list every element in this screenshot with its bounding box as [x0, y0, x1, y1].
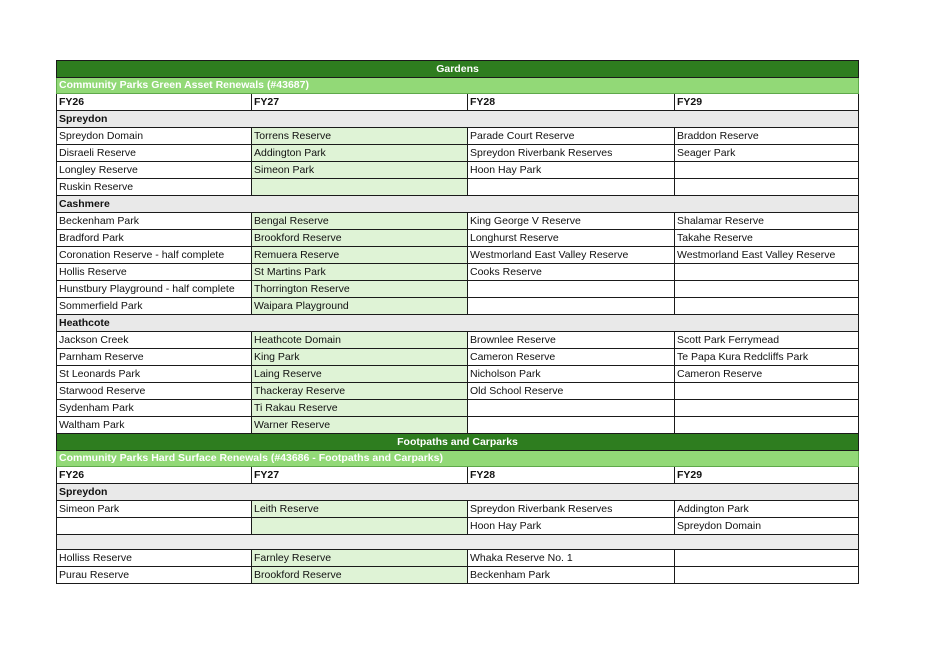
footpaths-band-row: [57, 434, 859, 451]
reserve-cell-fy26: Disraeli Reserve: [57, 145, 252, 162]
reserve-cell-fy28: Spreydon Riverbank Reserves: [468, 501, 675, 518]
area-name: Spreydon: [57, 111, 859, 128]
table-row: [57, 128, 859, 145]
table-row: [57, 332, 859, 349]
gardens-years-row: [57, 94, 859, 111]
reserve-cell-fy28: [468, 400, 675, 417]
reserve-cell-fy26: Purau Reserve: [57, 567, 252, 584]
table-row: [57, 162, 859, 179]
reserve-cell-fy29: Seager Park: [675, 145, 859, 162]
reserve-cell-fy29: Cameron Reserve: [675, 366, 859, 383]
reserve-cell-fy29: Spreydon Domain: [675, 518, 859, 535]
reserve-cell-fy29: [675, 179, 859, 196]
reserve-cell-fy28: [468, 179, 675, 196]
reserve-cell-fy27: Warner Reserve: [252, 417, 468, 434]
table-row: [57, 213, 859, 230]
table-row: [57, 383, 859, 400]
renewals-sheet: [56, 60, 859, 584]
reserve-cell-fy26: Holliss Reserve: [57, 550, 252, 567]
reserve-cell-fy27: Ti Rakau Reserve: [252, 400, 468, 417]
table-row: [57, 366, 859, 383]
reserve-cell-fy28: Brownlee Reserve: [468, 332, 675, 349]
table-row: [57, 298, 859, 315]
area-header-row: [57, 315, 859, 332]
reserve-cell-fy26: [57, 518, 252, 535]
reserve-cell-fy28: Spreydon Riverbank Reserves: [468, 145, 675, 162]
reserve-cell-fy26: Sommerfield Park: [57, 298, 252, 315]
spacer-cell: [57, 535, 859, 550]
reserve-cell-fy28: King George V Reserve: [468, 213, 675, 230]
table-row: [57, 281, 859, 298]
reserve-cell-fy27: Heathcote Domain: [252, 332, 468, 349]
reserve-cell-fy27: Remuera Reserve: [252, 247, 468, 264]
reserve-cell-fy28: Beckenham Park: [468, 567, 675, 584]
reserve-cell-fy26: St Leonards Park: [57, 366, 252, 383]
reserve-cell-fy29: Shalamar Reserve: [675, 213, 859, 230]
reserve-cell-fy28: [468, 417, 675, 434]
reserve-cell-fy29: Braddon Reserve: [675, 128, 859, 145]
reserve-cell-fy28: Whaka Reserve No. 1: [468, 550, 675, 567]
reserve-cell-fy29: Scott Park Ferrymead: [675, 332, 859, 349]
area-name: Spreydon: [57, 484, 859, 501]
reserve-cell-fy26: Beckenham Park: [57, 213, 252, 230]
reserve-cell-fy28: Parade Court Reserve: [468, 128, 675, 145]
year-header-fy26: FY26: [57, 467, 252, 484]
reserve-cell-fy29: Te Papa Kura Redcliffs Park: [675, 349, 859, 366]
reserve-cell-fy29: [675, 567, 859, 584]
reserve-cell-fy26: Parnham Reserve: [57, 349, 252, 366]
year-header-fy27: FY27: [252, 467, 468, 484]
footpaths-project-row: [57, 451, 859, 467]
reserve-cell-fy29: [675, 383, 859, 400]
reserve-cell-fy28: Hoon Hay Park: [468, 162, 675, 179]
table-row: [57, 567, 859, 584]
table-row: [57, 518, 859, 535]
reserve-cell-fy29: [675, 298, 859, 315]
reserve-cell-fy28: Longhurst Reserve: [468, 230, 675, 247]
reserve-cell-fy27: King Park: [252, 349, 468, 366]
reserve-cell-fy26: Hunstbury Playground - half complete: [57, 281, 252, 298]
reserve-cell-fy27: Addington Park: [252, 145, 468, 162]
reserve-cell-fy27: Leith Reserve: [252, 501, 468, 518]
reserve-cell-fy29: Takahe Reserve: [675, 230, 859, 247]
table-row: [57, 417, 859, 434]
table-row: [57, 501, 859, 518]
year-header-fy28: FY28: [468, 467, 675, 484]
project-title: Community Parks Green Asset Renewals (#43687): [57, 78, 859, 94]
reserve-cell-fy26: Longley Reserve: [57, 162, 252, 179]
reserve-cell-fy28: Cooks Reserve: [468, 264, 675, 281]
area-header-row: [57, 111, 859, 128]
area-name: Heathcote: [57, 315, 859, 332]
reserve-cell-fy27: Brookford Reserve: [252, 567, 468, 584]
reserve-cell-fy27: St Martins Park: [252, 264, 468, 281]
reserve-cell-fy27: Brookford Reserve: [252, 230, 468, 247]
table-row: [57, 145, 859, 162]
reserve-cell-fy27: Waipara Playground: [252, 298, 468, 315]
reserve-cell-fy27: [252, 179, 468, 196]
reserve-cell-fy29: [675, 264, 859, 281]
year-header-fy27: FY27: [252, 94, 468, 111]
gardens-band-row: [57, 61, 859, 78]
reserve-cell-fy29: [675, 550, 859, 567]
reserve-cell-fy26: Starwood Reserve: [57, 383, 252, 400]
reserve-cell-fy26: Waltham Park: [57, 417, 252, 434]
table-row: [57, 349, 859, 366]
project-title: Community Parks Hard Surface Renewals (#43686 - Footpaths and Carparks): [57, 451, 859, 467]
reserve-cell-fy26: Hollis Reserve: [57, 264, 252, 281]
reserve-cell-fy26: Bradford Park: [57, 230, 252, 247]
area-header-row: [57, 484, 859, 501]
reserve-cell-fy27: Bengal Reserve: [252, 213, 468, 230]
reserve-cell-fy26: Coronation Reserve - half complete: [57, 247, 252, 264]
reserve-cell-fy28: Nicholson Park: [468, 366, 675, 383]
reserve-cell-fy26: Ruskin Reserve: [57, 179, 252, 196]
year-header-fy29: FY29: [675, 94, 859, 111]
area-header-row: [57, 196, 859, 213]
year-header-fy29: FY29: [675, 467, 859, 484]
reserve-cell-fy28: [468, 281, 675, 298]
table-row: [57, 550, 859, 567]
reserve-cell-fy29: Addington Park: [675, 501, 859, 518]
reserve-cell-fy28: [468, 298, 675, 315]
reserve-cell-fy28: Westmorland East Valley Reserve: [468, 247, 675, 264]
section-title: Gardens: [57, 61, 859, 78]
gardens-project-row: [57, 78, 859, 94]
year-header-fy26: FY26: [57, 94, 252, 111]
area-name: Cashmere: [57, 196, 859, 213]
reserve-cell-fy28: Old School Reserve: [468, 383, 675, 400]
reserve-cell-fy27: Farnley Reserve: [252, 550, 468, 567]
table-row: [57, 264, 859, 281]
year-header-fy28: FY28: [468, 94, 675, 111]
reserve-cell-fy29: [675, 281, 859, 298]
reserve-cell-fy27: Laing Reserve: [252, 366, 468, 383]
reserve-cell-fy26: Sydenham Park: [57, 400, 252, 417]
section-title: Footpaths and Carparks: [57, 434, 859, 451]
reserve-cell-fy26: Simeon Park: [57, 501, 252, 518]
reserve-cell-fy26: Jackson Creek: [57, 332, 252, 349]
table-row: [57, 247, 859, 264]
footpaths-years-row: [57, 467, 859, 484]
spacer-row: [57, 535, 859, 550]
reserve-cell-fy29: Westmorland East Valley Reserve: [675, 247, 859, 264]
reserve-cell-fy27: [252, 518, 468, 535]
reserve-cell-fy28: Hoon Hay Park: [468, 518, 675, 535]
table-row: [57, 230, 859, 247]
reserve-cell-fy29: [675, 417, 859, 434]
table-row: [57, 400, 859, 417]
reserve-cell-fy27: Simeon Park: [252, 162, 468, 179]
reserve-cell-fy27: Thackeray Reserve: [252, 383, 468, 400]
table-row: [57, 179, 859, 196]
reserve-cell-fy27: Torrens Reserve: [252, 128, 468, 145]
reserve-cell-fy28: Cameron Reserve: [468, 349, 675, 366]
reserve-cell-fy29: [675, 400, 859, 417]
reserve-cell-fy27: Thorrington Reserve: [252, 281, 468, 298]
reserve-cell-fy29: [675, 162, 859, 179]
reserve-cell-fy26: Spreydon Domain: [57, 128, 252, 145]
